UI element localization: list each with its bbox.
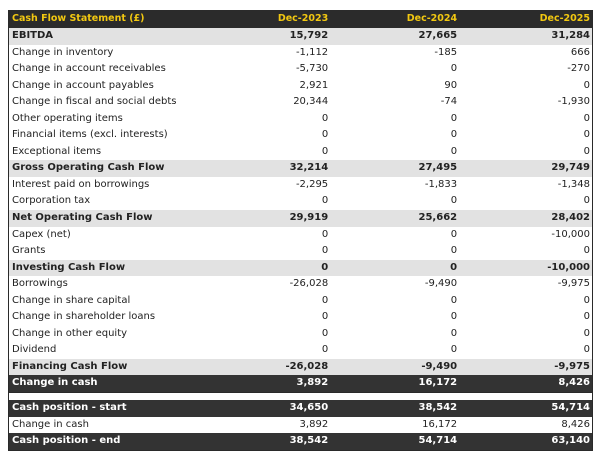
row-value: 8,426 [561,418,590,430]
cash-flow-table [8,10,593,451]
row-label: Change in inventory [12,46,114,58]
table-row [9,276,592,293]
table-total-row [9,400,592,417]
row-value: 2,921 [299,79,329,91]
row-label: Change in cash [12,377,98,389]
table-row [9,417,592,434]
row-value: 20,344 [293,96,329,108]
row-value: 90 [444,79,458,91]
table-row [9,193,592,210]
table-title: Cash Flow Statement (£) [12,13,145,24]
row-value: 0 [321,145,329,157]
row-value: 16,172 [418,377,458,389]
row-value: 0 [450,261,458,273]
row-label: Exceptional items [12,145,102,157]
row-value: 0 [583,245,590,257]
row-label: Change in account payables [12,79,154,91]
row-value: 0 [450,112,458,124]
row-spacer [9,392,592,400]
row-value: 54,714 [418,435,458,447]
row-value: -9,490 [424,278,458,290]
table-row [9,45,592,62]
row-value: 3,892 [299,418,329,430]
table-total-row [9,28,592,45]
row-value: -270 [567,63,590,75]
row-label: Dividend [12,344,57,356]
row-value: 666 [570,46,590,58]
row-value: 0 [450,311,458,323]
row-label: Cash position - start [12,402,127,414]
table-row [9,127,592,144]
row-label: Change in cash [12,418,89,430]
column-header: Dec-2023 [277,13,329,24]
row-label: Change in shareholder loans [12,311,156,323]
row-value: 0 [321,261,329,273]
row-value: 0 [583,195,590,207]
row-value: -26,028 [285,360,329,372]
table-row [9,177,592,194]
row-value: 0 [450,294,458,306]
row-value: 0 [583,129,590,141]
row-value: 0 [583,294,590,306]
row-label: Net Operating Cash Flow [12,212,153,224]
row-label: EBITDA [12,30,54,41]
row-label: Capex (net) [12,228,71,240]
row-value: -9,975 [557,278,590,290]
row-label: Change in share capital [12,294,131,306]
row-value: 0 [321,195,329,207]
row-value: 0 [583,311,590,323]
row-value: 8,426 [558,377,590,389]
row-value: 31,284 [551,30,590,41]
row-value: 34,650 [289,402,329,414]
row-value: 32,214 [289,162,329,174]
table-total-row [9,260,592,277]
table-row [9,309,592,326]
row-label: Change in account receivables [12,63,166,75]
table-total-row [9,375,592,392]
row-value: -26,028 [289,278,329,290]
table-row [9,61,592,78]
row-value: -9,975 [554,360,590,372]
table-row [9,227,592,244]
row-label: Borrowings [12,278,68,290]
table-row [9,326,592,343]
row-value: 38,542 [418,402,458,414]
row-value: -74 [440,96,458,108]
row-value: 0 [583,344,590,356]
row-value: 0 [321,311,329,323]
column-header: Dec-2025 [539,13,590,24]
row-value: 0 [321,327,329,339]
row-label: Grants [12,245,46,257]
row-label: Change in fiscal and social debts [12,96,177,108]
row-label: Gross Operating Cash Flow [12,162,165,174]
table-total-row [9,433,592,450]
table-row [9,78,592,95]
table-row [9,144,592,161]
table-total-row [9,210,592,227]
row-value: 3,892 [296,377,329,389]
row-label: Cash position - end [12,435,121,447]
table-row [9,111,592,128]
row-value: 0 [321,344,329,356]
row-value: 0 [583,145,590,157]
row-value: 63,140 [551,435,590,447]
row-value: 29,919 [289,212,329,224]
row-value: -2,295 [295,178,329,190]
row-value: 0 [450,129,458,141]
row-value: 0 [321,228,329,240]
row-value: -10,000 [551,228,590,240]
table-total-row [9,160,592,177]
row-value: 0 [583,112,590,124]
table-row [9,94,592,111]
row-value: 15,792 [289,30,329,41]
row-label: Change in other equity [12,327,128,339]
row-value: 27,495 [418,162,458,174]
row-value: -1,112 [295,46,329,58]
row-value: 27,665 [418,30,458,41]
row-value: 54,714 [551,402,590,414]
table-total-row [9,359,592,376]
row-value: 0 [321,245,329,257]
row-value: 29,749 [551,162,590,174]
row-value: -185 [434,46,458,58]
table-row [9,243,592,260]
row-label: Financing Cash Flow [12,360,128,372]
table-row [9,342,592,359]
row-label: Other operating items [12,112,123,124]
row-value: -9,490 [421,360,458,372]
row-value: 25,662 [418,212,458,224]
table-header [9,10,592,28]
row-label: Investing Cash Flow [12,261,126,273]
row-value: -5,730 [295,63,329,75]
row-value: 0 [450,145,458,157]
row-value: 0 [450,344,458,356]
row-value: 28,402 [551,212,590,224]
row-value: 0 [583,327,590,339]
row-value: 0 [321,112,329,124]
row-value: -1,930 [557,96,590,108]
row-value: 0 [321,129,329,141]
row-value: -1,348 [557,178,590,190]
table-row [9,293,592,310]
row-value: 0 [450,245,458,257]
row-value: 0 [583,79,590,91]
row-value: 0 [450,228,458,240]
row-value: 0 [450,327,458,339]
row-value: 16,172 [422,418,458,430]
column-header: Dec-2024 [406,13,458,24]
row-value: 0 [321,294,329,306]
row-label: Financial items (excl. interests) [12,129,168,141]
row-value: 0 [450,63,458,75]
row-value: 0 [450,195,458,207]
row-label: Corporation tax [12,195,91,207]
row-label: Interest paid on borrowings [12,178,150,190]
row-value: -1,833 [424,178,458,190]
row-value: -10,000 [547,261,590,273]
row-value: 38,542 [289,435,329,447]
